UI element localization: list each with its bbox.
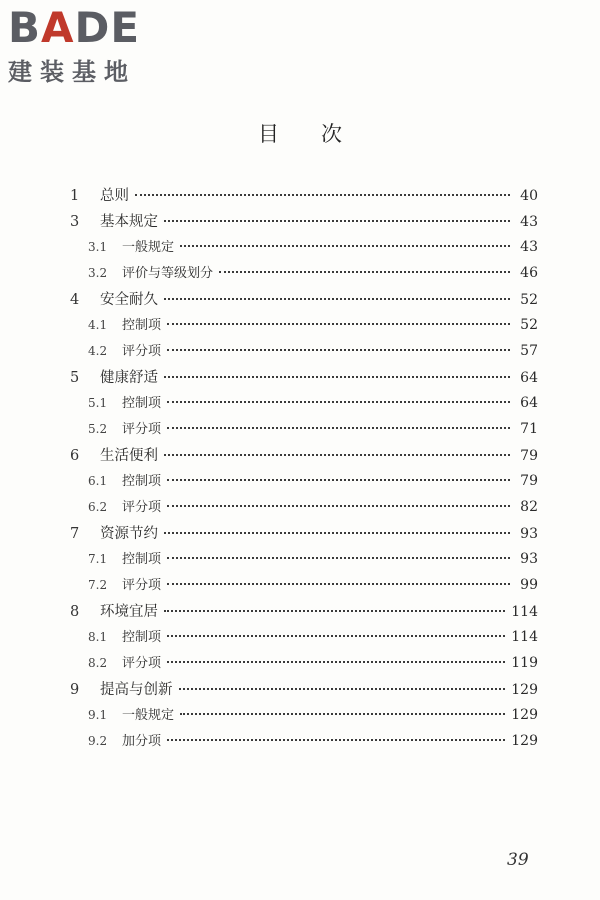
toc-entry-number: 3 bbox=[70, 214, 80, 230]
logo-letters-suffix: DE bbox=[74, 3, 141, 52]
toc-title: 目次 bbox=[258, 122, 384, 146]
toc-entry-number: 9.2 bbox=[88, 734, 108, 748]
toc-subsection-entry[interactable] bbox=[70, 340, 538, 366]
toc-entry-label: 一般规定 bbox=[122, 708, 175, 723]
toc-subsection-entry[interactable] bbox=[70, 262, 538, 288]
toc-entry-page: 93 bbox=[520, 526, 538, 542]
toc-subsection-entry[interactable] bbox=[70, 496, 538, 522]
toc-dot-leader bbox=[164, 454, 510, 456]
toc-dot-leader bbox=[167, 349, 510, 351]
toc-subsection-entry[interactable] bbox=[70, 236, 538, 262]
toc-entry-page: 79 bbox=[520, 473, 538, 489]
toc-entry-page: 64 bbox=[520, 370, 538, 386]
toc-subsection-entry[interactable] bbox=[70, 704, 538, 730]
toc-entry-page: 129 bbox=[511, 733, 538, 749]
toc-dot-leader bbox=[179, 688, 506, 690]
toc-entry-page: 129 bbox=[511, 682, 538, 698]
toc-entry-page: 119 bbox=[511, 655, 538, 671]
toc-dot-leader bbox=[167, 635, 505, 637]
toc-dot-leader bbox=[164, 376, 510, 378]
toc-entry-label: 控制项 bbox=[122, 630, 162, 645]
toc-subsection-entry[interactable] bbox=[70, 470, 538, 496]
toc-entry-number: 5.2 bbox=[88, 422, 108, 436]
logo-wordmark bbox=[8, 3, 178, 52]
toc-entry-number: 8.2 bbox=[88, 656, 108, 670]
toc-entry-page: 43 bbox=[520, 214, 538, 230]
toc-entry-page: 129 bbox=[511, 707, 538, 723]
toc-subsection-entry[interactable] bbox=[70, 730, 538, 756]
toc-subsection-entry[interactable] bbox=[70, 574, 538, 600]
toc-dot-leader bbox=[167, 661, 505, 663]
toc-section-entry[interactable] bbox=[70, 522, 538, 548]
toc-dot-leader bbox=[167, 583, 510, 585]
toc-entry-page: 82 bbox=[520, 499, 538, 515]
toc-section-entry[interactable] bbox=[70, 444, 538, 470]
toc-dot-leader bbox=[167, 401, 510, 403]
toc-entry-page: 99 bbox=[520, 577, 538, 593]
toc-entry-label: 加分项 bbox=[122, 734, 162, 749]
toc-entry-label: 评分项 bbox=[122, 656, 162, 671]
toc-subsection-entry[interactable] bbox=[70, 418, 538, 444]
logo-letters-prefix: B bbox=[8, 3, 42, 52]
toc-dot-leader bbox=[219, 271, 510, 273]
toc-dot-leader bbox=[164, 532, 510, 534]
toc-entry-label: 安全耐久 bbox=[100, 292, 158, 308]
toc-entry-label: 评分项 bbox=[122, 578, 162, 593]
toc-entry-number: 1 bbox=[70, 188, 80, 204]
toc-entry-page: 64 bbox=[520, 395, 538, 411]
toc-entry-label: 控制项 bbox=[122, 474, 162, 489]
toc-entry-number: 7 bbox=[70, 526, 80, 542]
toc-entry-number: 6.2 bbox=[88, 500, 108, 514]
toc-section-entry[interactable] bbox=[70, 184, 538, 210]
toc-section-entry[interactable] bbox=[70, 600, 538, 626]
toc-section-entry[interactable] bbox=[70, 366, 538, 392]
toc-dot-leader bbox=[167, 739, 505, 741]
table-of-contents bbox=[70, 184, 538, 756]
toc-entry-number: 4.2 bbox=[88, 344, 108, 358]
toc-entry-number: 5 bbox=[70, 370, 80, 386]
toc-entry-number: 4.1 bbox=[88, 318, 108, 332]
toc-entry-number: 8 bbox=[70, 604, 80, 620]
toc-entry-label: 资源节约 bbox=[100, 526, 158, 542]
toc-entry-label: 提高与创新 bbox=[100, 682, 173, 698]
toc-dot-leader bbox=[180, 713, 505, 715]
bade-logo bbox=[8, 3, 178, 87]
toc-entry-number: 3.2 bbox=[88, 266, 108, 280]
toc-entry-number: 6.1 bbox=[88, 474, 108, 488]
toc-dot-leader bbox=[167, 557, 510, 559]
toc-subsection-entry[interactable] bbox=[70, 392, 538, 418]
toc-entry-page: 57 bbox=[520, 343, 538, 359]
toc-entry-page: 46 bbox=[520, 265, 538, 281]
toc-dot-leader bbox=[180, 245, 510, 247]
toc-entry-number: 6 bbox=[70, 448, 80, 464]
toc-entry-label: 环境宜居 bbox=[100, 604, 158, 620]
toc-entry-page: 79 bbox=[520, 448, 538, 464]
toc-dot-leader bbox=[167, 323, 510, 325]
toc-entry-number: 4 bbox=[70, 292, 80, 308]
toc-entry-page: 52 bbox=[520, 292, 538, 308]
toc-entry-label: 控制项 bbox=[122, 396, 162, 411]
toc-section-entry[interactable] bbox=[70, 210, 538, 236]
toc-entry-number: 9 bbox=[70, 682, 80, 698]
toc-subsection-entry[interactable] bbox=[70, 626, 538, 652]
toc-section-entry[interactable] bbox=[70, 288, 538, 314]
toc-entry-label: 生活便利 bbox=[100, 448, 158, 464]
toc-entry-label: 总则 bbox=[100, 188, 129, 204]
toc-dot-leader bbox=[164, 220, 510, 222]
toc-dot-leader bbox=[167, 479, 510, 481]
toc-subsection-entry[interactable] bbox=[70, 548, 538, 574]
toc-subsection-entry[interactable] bbox=[70, 314, 538, 340]
toc-entry-page: 71 bbox=[520, 421, 538, 437]
toc-dot-leader bbox=[135, 194, 510, 196]
logo-letter-accent: A bbox=[41, 3, 75, 52]
toc-entry-page: 40 bbox=[520, 188, 538, 204]
toc-entry-number: 5.1 bbox=[88, 396, 108, 410]
toc-entry-number: 8.1 bbox=[88, 630, 108, 644]
toc-entry-page: 114 bbox=[511, 629, 538, 645]
toc-entry-label: 控制项 bbox=[122, 318, 162, 333]
toc-entry-number: 7.2 bbox=[88, 578, 108, 592]
toc-entry-label: 评价与等级划分 bbox=[122, 266, 214, 281]
toc-entry-page: 52 bbox=[520, 317, 538, 333]
logo-tagline: 建装基地 bbox=[8, 58, 136, 86]
toc-entry-label: 健康舒适 bbox=[100, 370, 158, 386]
toc-entry-page: 114 bbox=[511, 604, 538, 620]
page-number: 39 bbox=[507, 850, 529, 870]
toc-entry-label: 基本规定 bbox=[100, 214, 158, 230]
toc-entry-label: 一般规定 bbox=[122, 240, 175, 255]
toc-dot-leader bbox=[164, 298, 510, 300]
toc-entry-number: 3.1 bbox=[88, 240, 108, 254]
toc-dot-leader bbox=[164, 610, 505, 612]
toc-dot-leader bbox=[167, 427, 510, 429]
toc-entry-number: 9.1 bbox=[88, 708, 108, 722]
toc-entry-label: 评分项 bbox=[122, 422, 162, 437]
toc-subsection-entry[interactable] bbox=[70, 652, 538, 678]
toc-dot-leader bbox=[167, 505, 510, 507]
toc-entry-page: 93 bbox=[520, 551, 538, 567]
toc-entry-page: 43 bbox=[520, 239, 538, 255]
toc-entry-number: 7.1 bbox=[88, 552, 108, 566]
toc-entry-label: 评分项 bbox=[122, 500, 162, 515]
toc-section-entry[interactable] bbox=[70, 678, 538, 704]
toc-entry-label: 控制项 bbox=[122, 552, 162, 567]
toc-entry-label: 评分项 bbox=[122, 344, 162, 359]
